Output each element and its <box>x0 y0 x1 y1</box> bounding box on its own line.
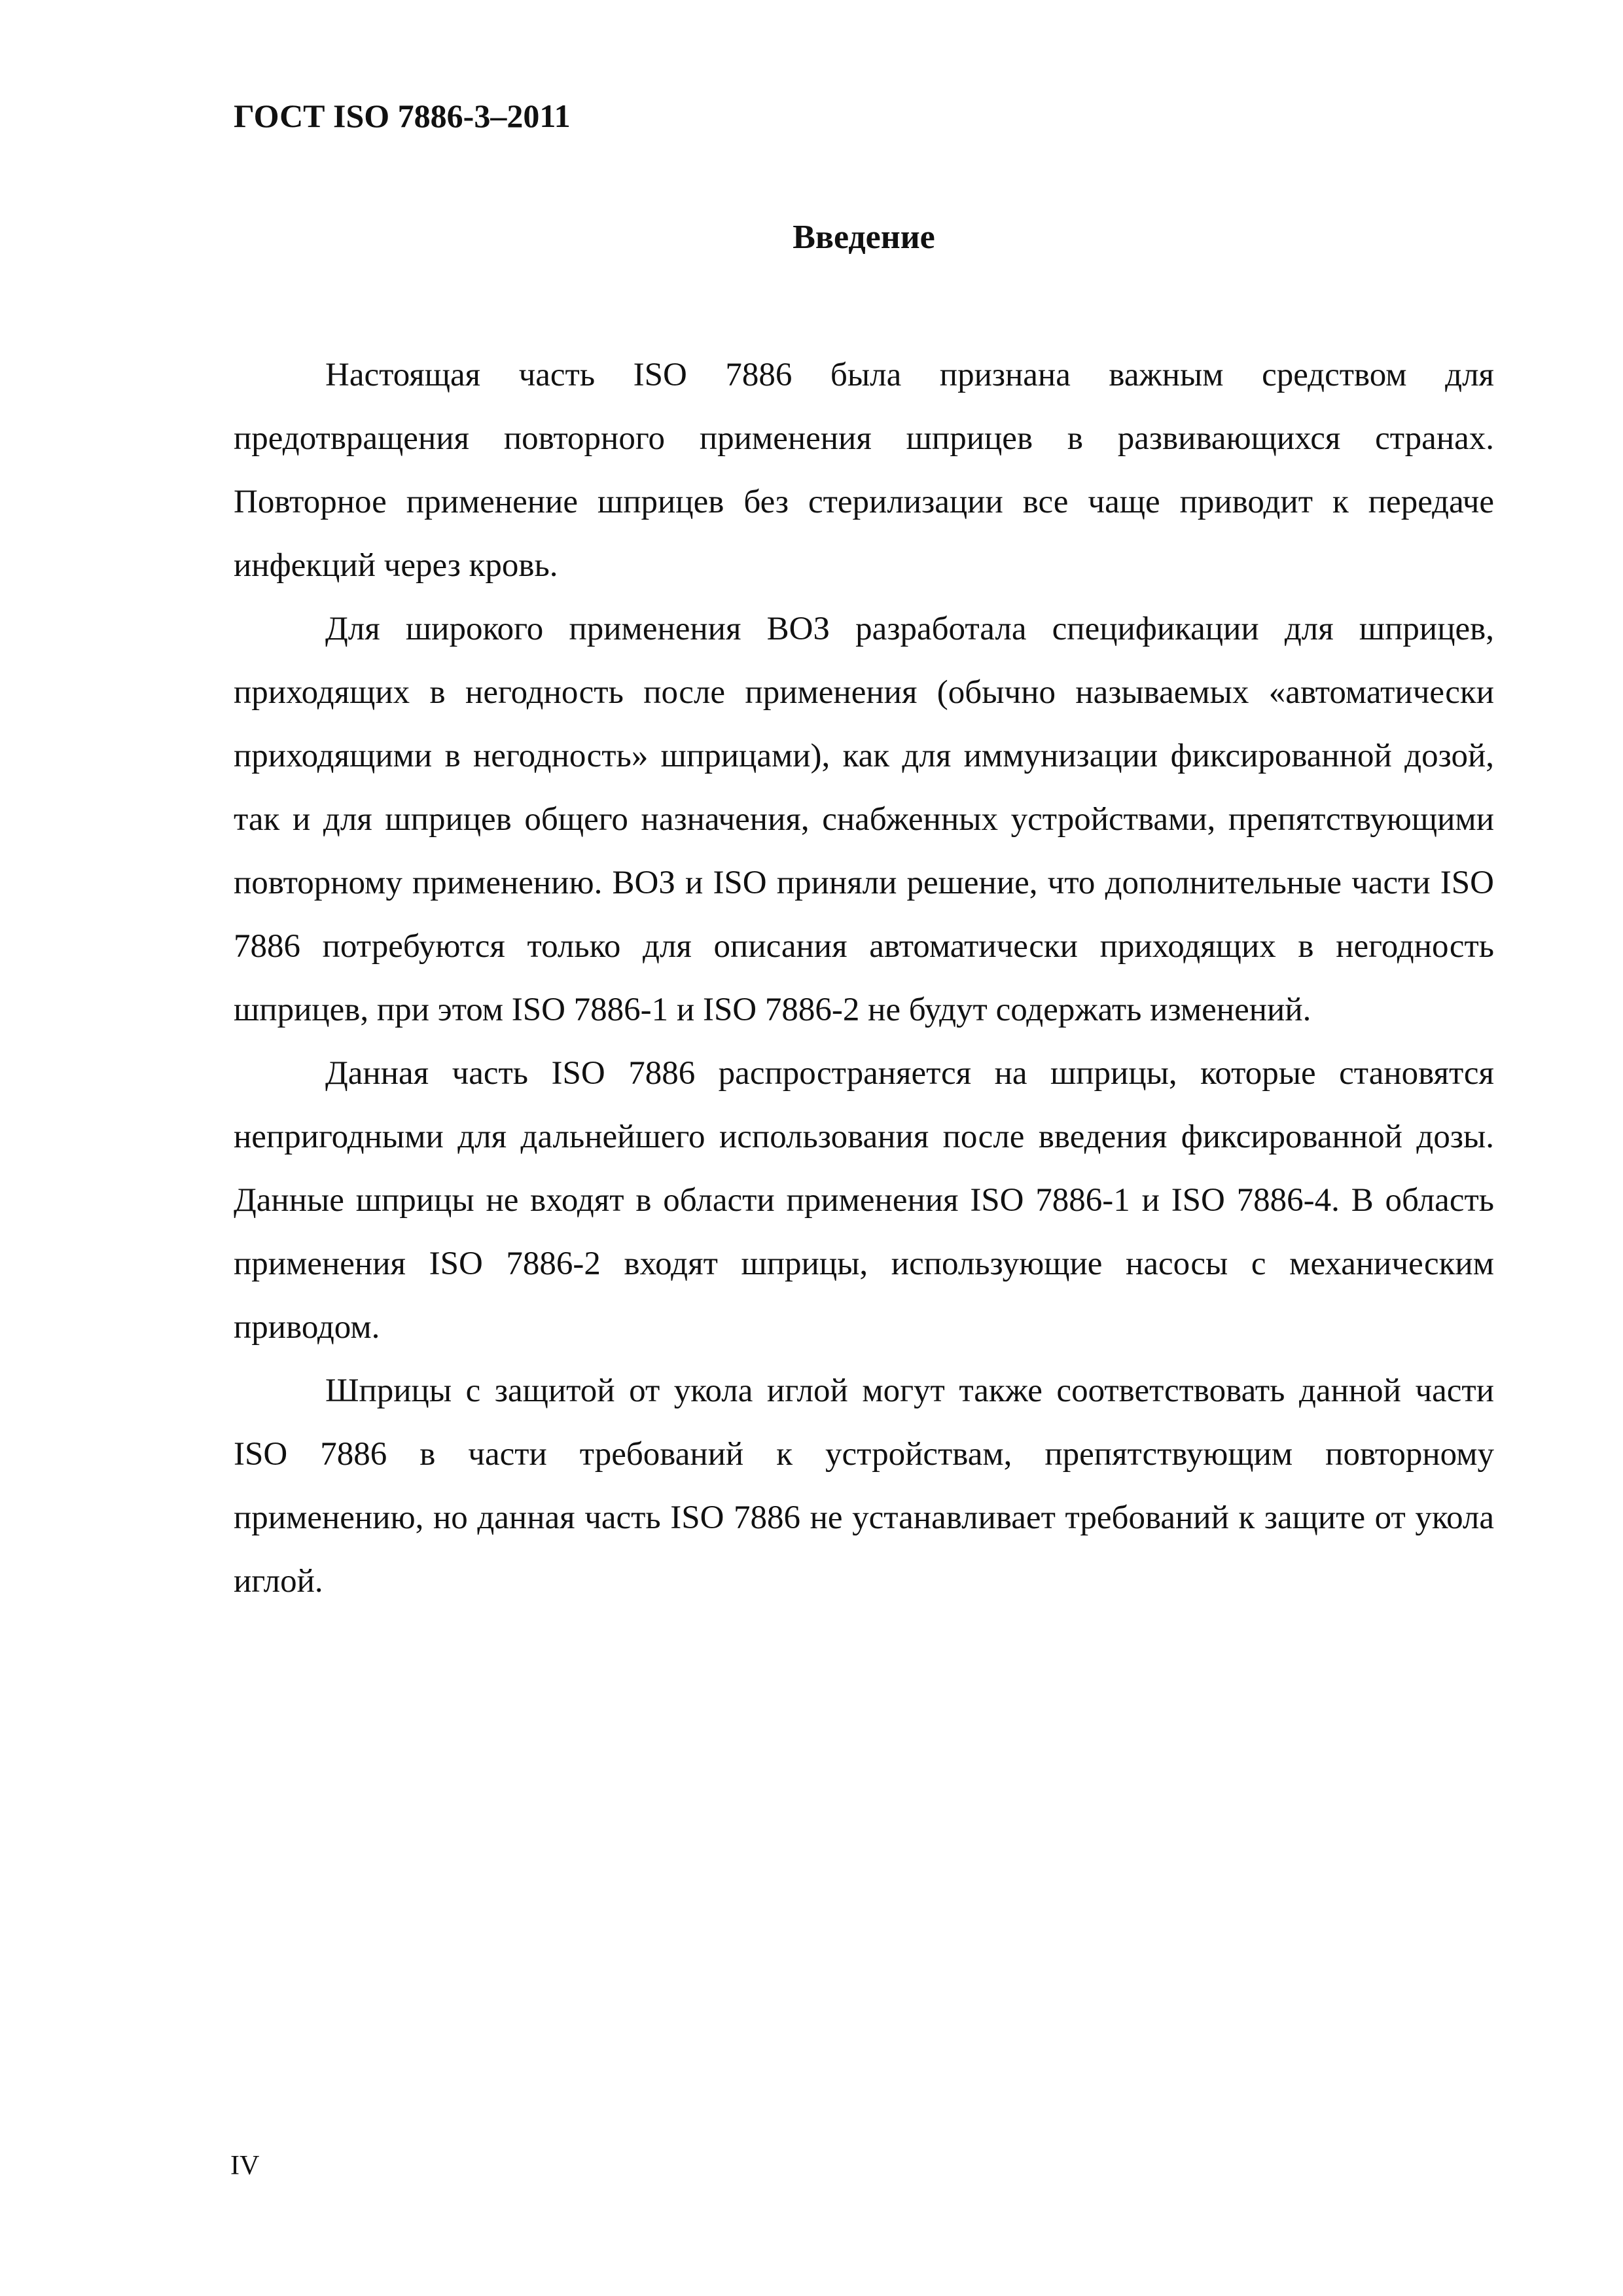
standard-header: ГОСТ ISO 7886-3–2011 <box>234 98 571 134</box>
paragraph-3: Данная часть ISO 7886 распространяется на шприцы, которые становятся непригодными для дальнейшего использования после введения фиксированной дозы. Данные шприцы не входят в области применения ISO 7886-1 и ISO 7886-4. В область применения ISO 7886-2 входят шприцы, использующие насосы с механическим приводом. <box>234 1055 1494 1346</box>
body-text <box>234 344 1494 1613</box>
page-number: IV <box>230 2151 260 2181</box>
section-title: Введение <box>793 219 935 256</box>
paragraph-2: Для широкого применения ВОЗ разработала спецификации для шприцев, приходящих в негодность после применения (обычно называемых «автоматически приходящими в негодность» шприцами), как для иммунизации фиксированной дозой, так и для шприцев общего назначения, снабженных устройствами, препятствующими повторному применению. ВОЗ и ISO приняли решение, что дополнительные части ISO 7886 потребуются только для описания автоматически приходящих в негодность шприцев, при этом ISO 7886-1 и ISO 7886-2 не будут содержать изменений. <box>234 611 1494 1028</box>
paragraph-1: Настоящая часть ISO 7886 была признана важным средством для предотвращения повторного применения шприцев в развивающихся странах. Повторное применение шприцев без стерилизации все чаще приводит к передаче инфекций через кровь. <box>234 357 1494 584</box>
paragraph-4: Шприцы с защитой от укола иглой могут также соответствовать данной части ISO 7886 в части требований к устройствам, препятствующим повторному применению, но данная часть ISO 7886 не устанавливает требований к защите от укола иглой. <box>234 1372 1494 1600</box>
